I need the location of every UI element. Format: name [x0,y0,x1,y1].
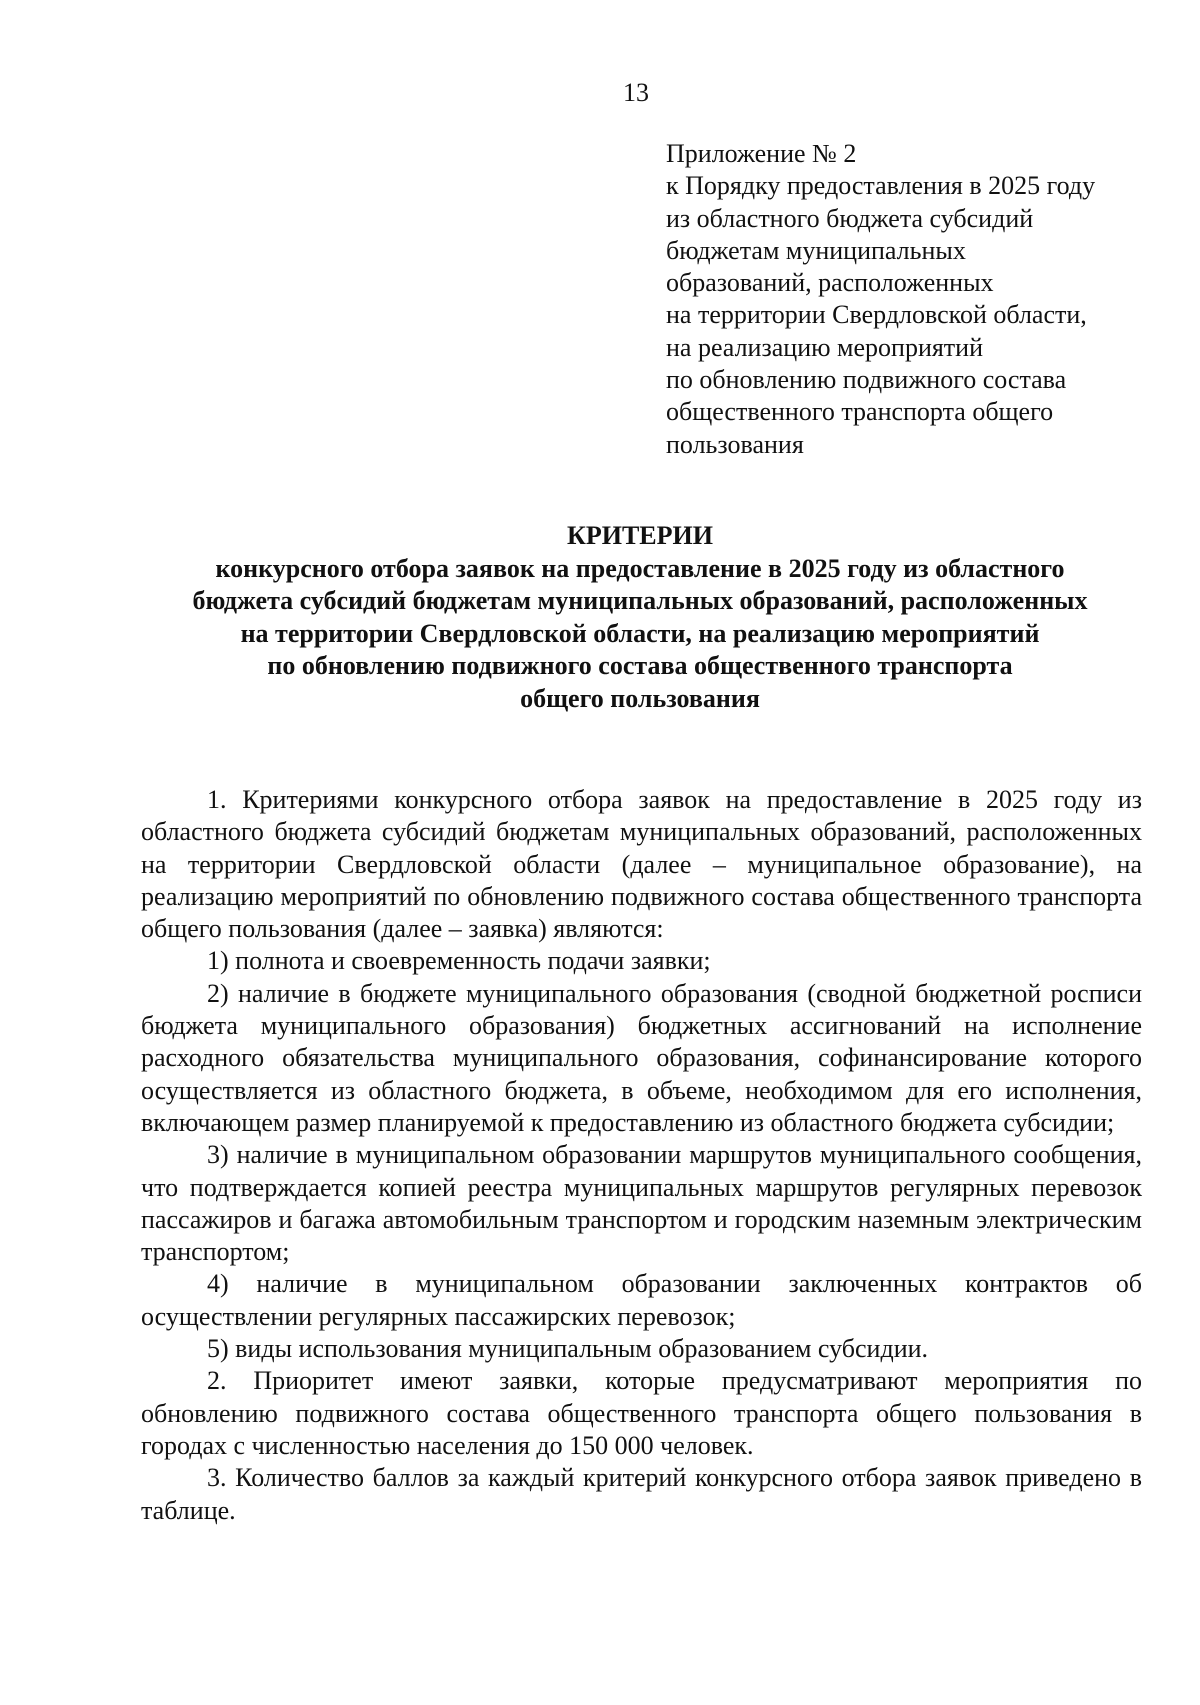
paragraph-criteria-intro: 1. Критериями конкурсного отбора заявок на предоставление в 2025 году из областного бюджета субсидий бюджетам муниципальных образований, расположенных на территории Свердловской области (далее – муниципальное образование), на реализацию мероприятий по обновлению подвижного состава общественного транспорта общего пользования (далее – заявка) являются: [141,785,1142,944]
paragraph-priority: 2. Приоритет имеют заявки, которые предусматривают мероприятия по обновлению подвижного состава общественного транспорта общего пользования в городах с численностью населения до 150 000 человек. [141,1366,1142,1460]
paragraph-criterion-4: 4) наличие в муниципальном образовании заключенных контрактов об осуществлении регулярных пассажирских перевозок; [141,1269,1142,1331]
document-title [120,520,1160,715]
appendix-line: на территории Свердловской области, [666,300,1087,330]
appendix-line: из областного бюджета субсидий [666,203,1034,233]
page-number: 13 [623,78,649,107]
appendix-line: образований, расположенных [666,268,994,298]
title-line: бюджета субсидий бюджетам муниципальных образований, расположенных [192,586,1088,615]
appendix-line: по обновлению подвижного состава [666,365,1067,395]
paragraph-criterion-3: 3) наличие в муниципальном образовании маршрутов муниципального сообщения, что подтверждается копией реестра муниципальных маршрутов регулярных перевозок пассажиров и багажа автомобильным транспортом и городским наземным электрическим транспортом; [141,1140,1142,1267]
paragraph-criterion-5: 5) виды использования муниципальным образованием субсидии. [207,1334,929,1364]
paragraph-criterion-2: 2) наличие в бюджете муниципального образования (сводной бюджетной росписи бюджета муниципального образования) бюджетных ассигнований на исполнение расходного обязательства муниципального образования, софинансирование которого осуществляется из областного бюджета, в объеме, необходимом для его исполнения, включающем размер планируемой к предоставлению из областного бюджета субсидии; [141,978,1142,1137]
title-line: конкурсного отбора заявок на предоставление в 2025 году из областного [215,553,1065,583]
title-heading: КРИТЕРИИ [567,521,713,550]
appendix-line: пользования [666,429,804,459]
appendix-line: к Порядку предоставления в 2025 году [666,171,1096,201]
title-line: по обновлению подвижного состава общественного транспорта [267,651,1013,680]
appendix-line: Приложение № 2 [666,139,857,168]
paragraph-scores: 3. Количество баллов за каждый критерий конкурсного отбора заявок приведено в таблице. [141,1463,1142,1525]
appendix-line: общественного транспорта общего [666,397,1054,427]
paragraph-criterion-1: 1) полнота и своевременность подачи заявки; [207,946,711,976]
appendix-reference [666,138,1186,461]
title-line: общего пользования [520,683,760,713]
title-line: на территории Свердловской области, на реализацию мероприятий [240,618,1040,648]
document-body [141,784,1142,1527]
appendix-line: на реализацию мероприятий [666,332,984,362]
appendix-line: бюджетам муниципальных [666,235,966,265]
